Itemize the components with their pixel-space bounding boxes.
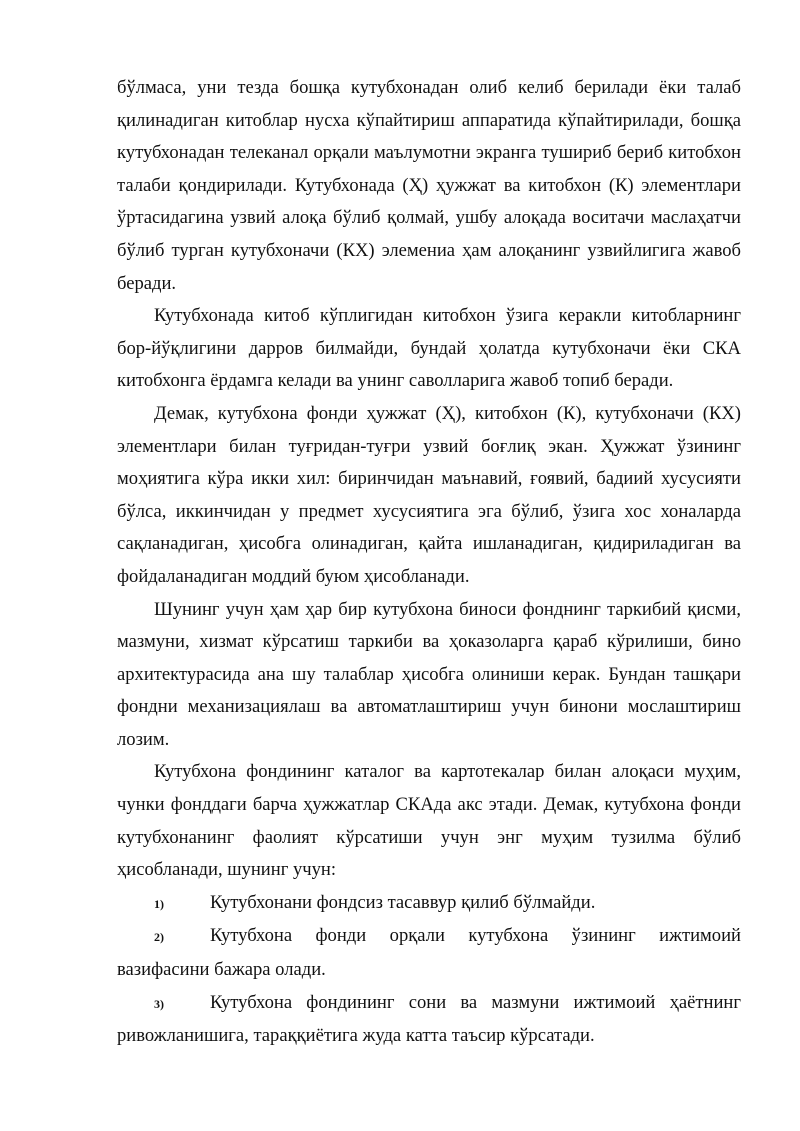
list-item [117, 920, 741, 986]
paragraph: Демак, кутубхона фонди ҳужжат (Ҳ), китобхон (К), кутубхоначи (КХ) элементлари билан туғридан-туғри узвий боғлиқ экан. Ҳужжат ўзининг моҳиятига кўра икки хил: биринчидан маънавий, ғоявий, бадиий хусусияти бўлса, иккинчидан у предмет хусусиятига эга бўлиб, ўзига хос хоналарда сақланадиган, ҳисобга олинадиган, қайта ишланадиган, қидириладиган ва фойдаланадиган моддий буюм ҳисобланади. [117, 402, 741, 587]
list-number: 3) [154, 996, 164, 1011]
paragraph-continuation: бўлмаса, уни тезда бошқа кутубхонадан олиб келиб берилади ёки талаб қилинадиган китоблар нусха кўпайтириш аппаратида кўпайтирилади, бошқа кутубхонадан телеканал орқали маълумотни экранга тушириб бериб китобхон талаби қондирилади. Кутубхонада (Ҳ) ҳужжат ва китобхон (К) элементлари ўртасидагина узвий алоқа бўлиб қолмай, ушбу алоқада воситачи маслаҳатчи бўлиб турган кутубхоначи (КХ) элемениа ҳам алоқанинг узвийлигига жавоб беради. [117, 77, 741, 294]
list-text: Кутубхона фондининг сони ва мазмуни ижтимоий ҳаётнинг ривожланишига, тараққиётига жуда катта таъсир кўрсатади. [117, 991, 741, 1047]
document-page [117, 72, 741, 1053]
list-number: 2) [154, 930, 164, 945]
list-text: Кутубхона фонди орқали кутубхона ўзининг ижтимоий вазифасини бажара олади. [117, 925, 741, 981]
paragraph: Кутубхонада китоб кўплигидан китобхон ўзига керакли китобларнинг бор-йўқлигини дарров билмайди, бундай ҳолатда кутубхоначи ёки СКА китобхонга ёрдамга келади ва унинг саволларига жавоб топиб беради. [117, 305, 741, 392]
numbered-list [117, 887, 741, 1053]
paragraph: Кутубхона фондининг каталог ва картотекалар билан алоқаси муҳим, чунки фонддаги барча ҳужжатлар СКАда акс этади. Демак, кутубхона фонди кутубхонанинг фаолият кўрсатиши учун энг муҳим тузилма бўлиб ҳисобланади, шунинг учун: [117, 761, 741, 881]
list-text: Кутубхонани фондсиз тасаввур қилиб бўлмайди. [210, 891, 596, 913]
list-item [117, 987, 741, 1053]
list-item [117, 887, 741, 921]
paragraph: Шунинг учун ҳам ҳар бир кутубхона биноси фонднинг таркибий қисми, мазмуни, хизмат кўрсатиш таркиби ва ҳоказоларга қараб кўрилиши, бино архитектурасида ана шу талаблар ҳисобга олиниши керак. Бундан ташқари фондни механизациялаш ва автоматлаштириш учун бинони мослаштириш лозим. [117, 598, 741, 750]
list-number: 1) [154, 896, 164, 911]
